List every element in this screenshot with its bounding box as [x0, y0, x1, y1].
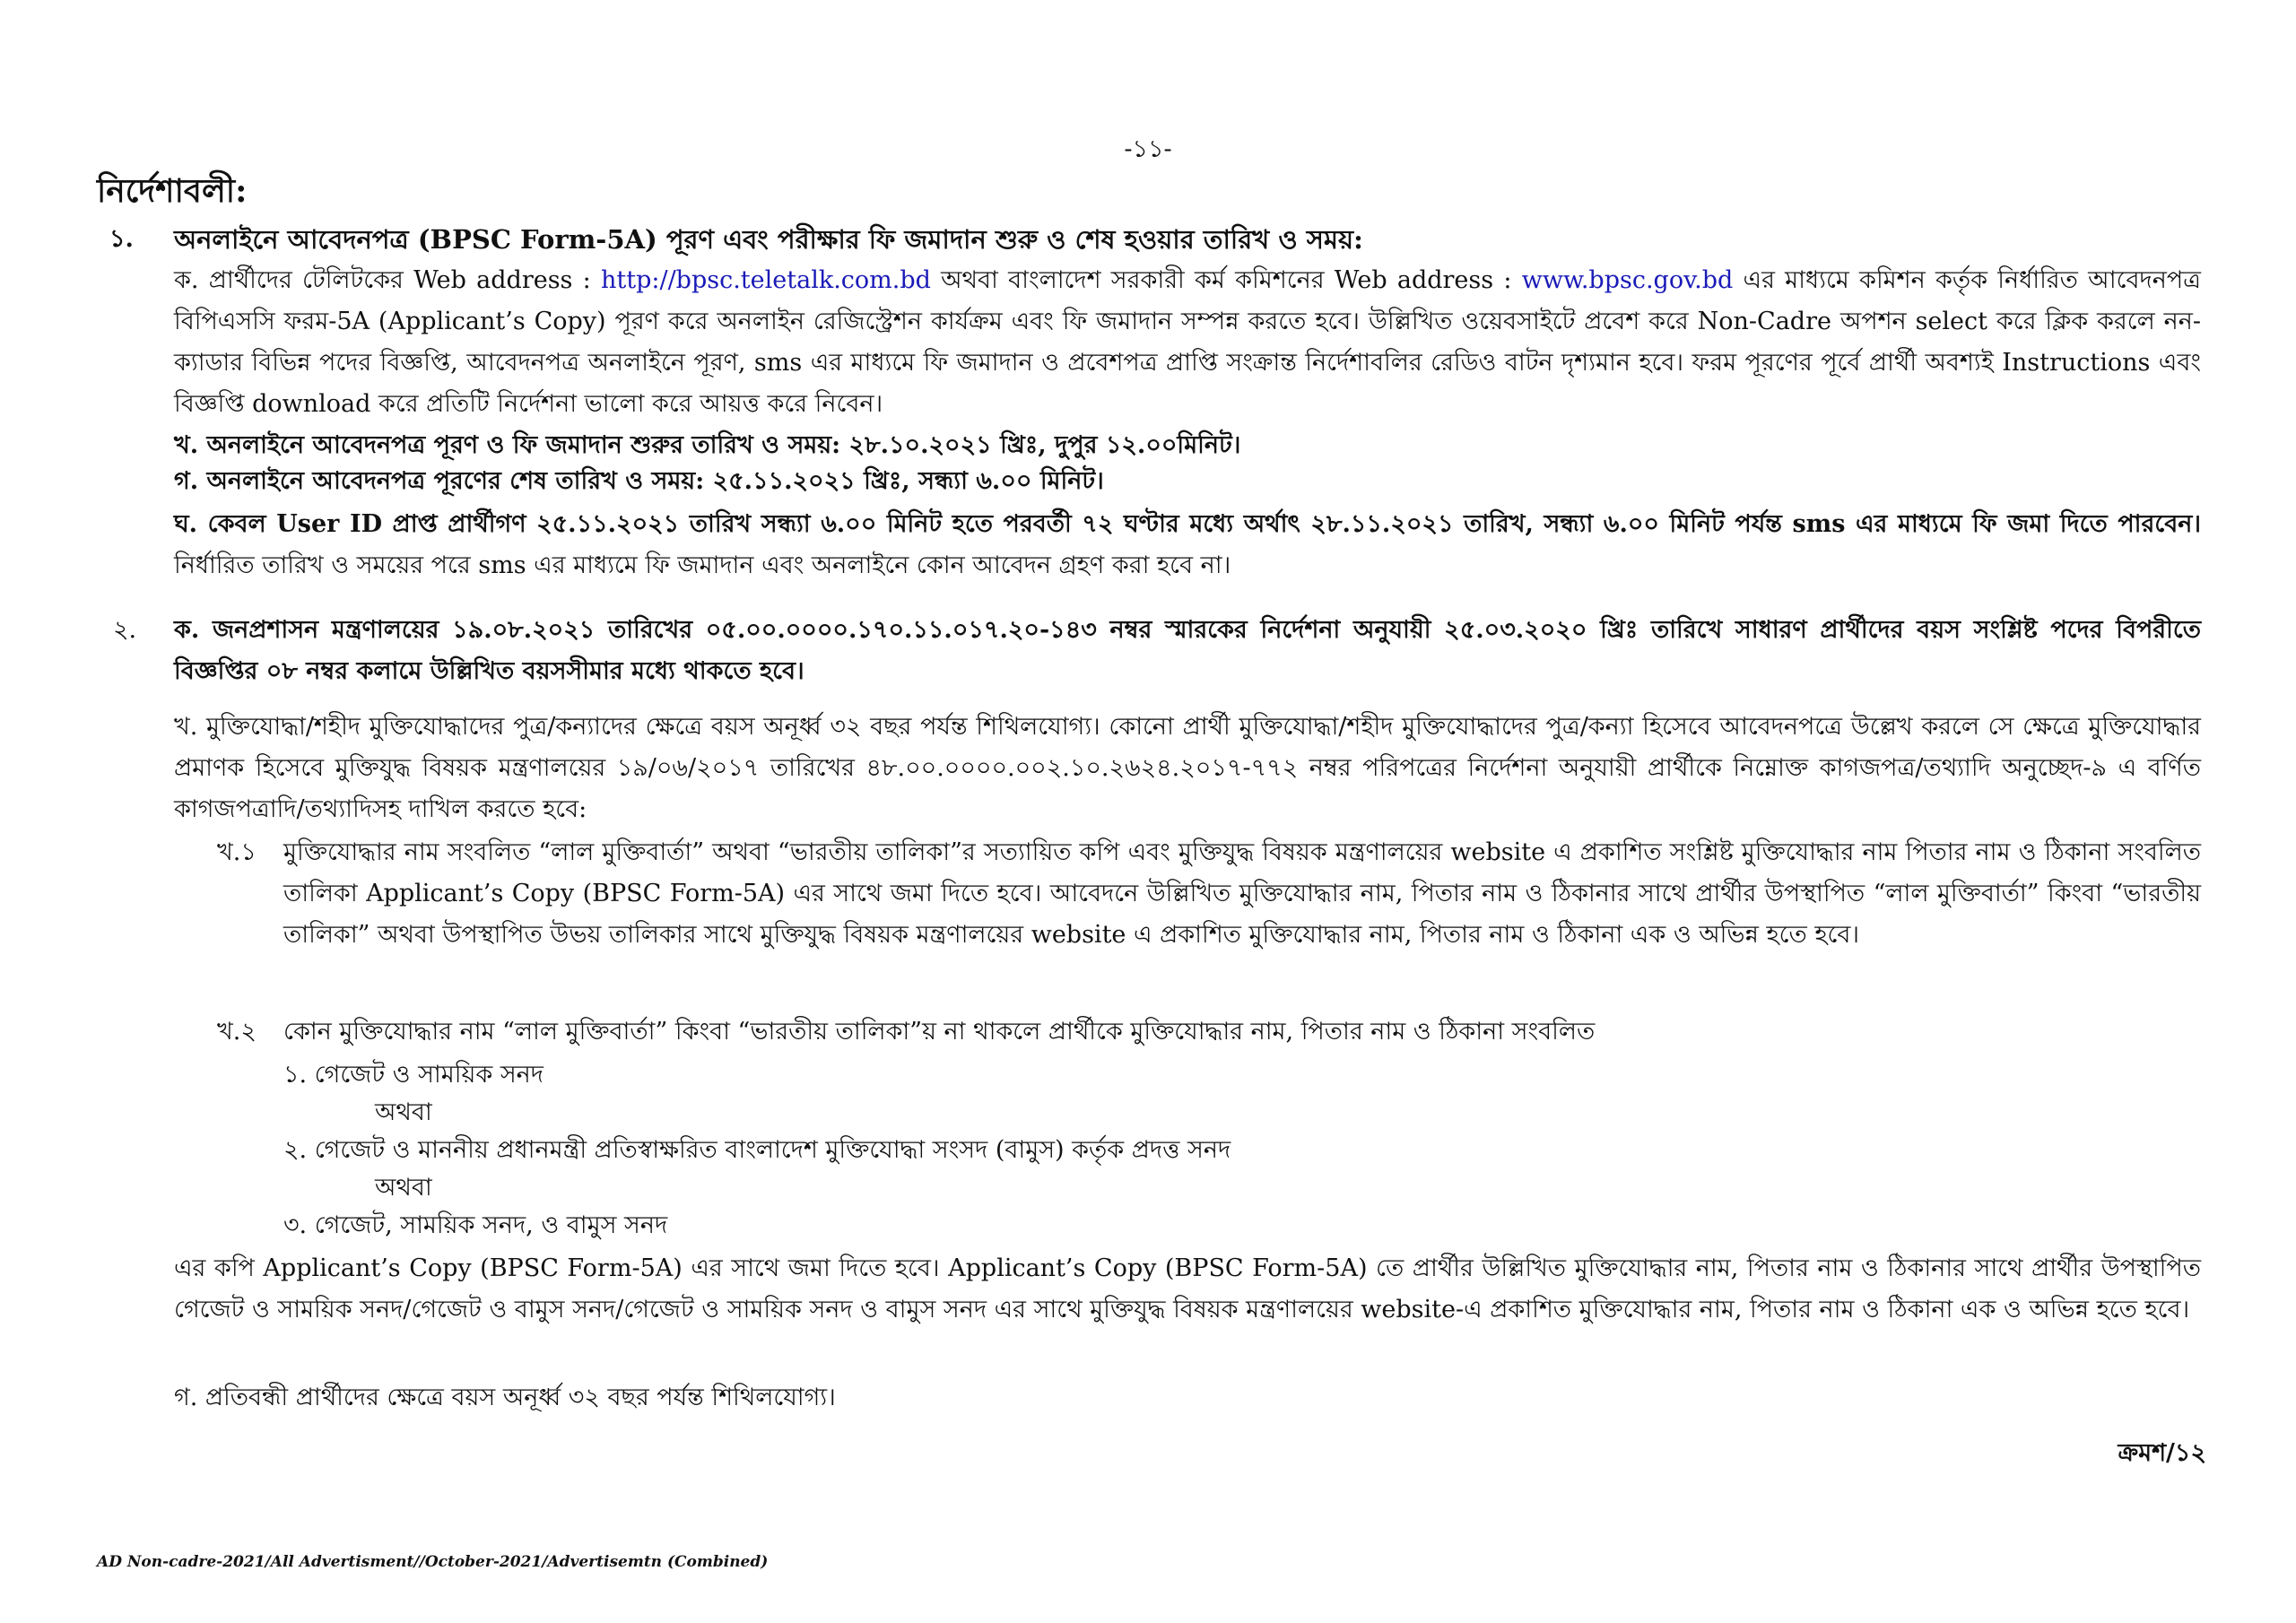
section-1-kha: খ. অনলাইনে আবেদনপত্র পূরণ ও ফি জমাদান শুরুর তারিখ ও সময়: ২৮.১০.২০২১ খ্রিঃ, দুপুর ১২.০০মিনিট।	[174, 431, 1241, 459]
section-1-ka-text-1: ক. প্রার্থীদের টেলিটকের Web address :	[174, 266, 602, 294]
or-1: অথবা	[375, 1098, 432, 1126]
section-2-ka: ক. জনপ্রশাসন মন্ত্রণালয়ের ১৯.০৮.২০২১ তারিখের ০৫.০০.০০০০.১৭০.১১.০১৭.২০-১৪৩ নম্বর স্মারকের নির্দেশনা অনুযায়ী ২৫.০৩.২০২০ খ্রিঃ তারিখে সাধারণ প্রার্থীদের বয়স সংশ্লিষ্ট পদের বিপরীতে বিজ্ঞপ্তির ০৮ নম্বর কলামে উল্লিখিত বয়সসীমার মধ্যে থাকতে হবে।	[174, 616, 2201, 685]
section-2-kha2-number: খ.২	[217, 1018, 257, 1046]
copy-paragraph: এর কপি Applicant’s Copy (BPSC Form-5A) এর সাথে জমা দিতে হবে। Applicant’s Copy (BPSC Form-5A) তে প্রার্থীর উল্লিখিত মুক্তিযোদ্ধার নাম, পিতার নাম ও ঠিকানার সাথে প্রার্থীর উপস্থাপিত গেজেট ও সাময়িক সনদ/গেজেট ও বামুস সনদ/গেজেট ও সাময়িক সনদ ও বামুস সনদ এর সাথে মুক্তিযুদ্ধ বিষয়ক মন্ত্রণালয়ের website-এ প্রকাশিত মুক্তিযোদ্ধার নাম, পিতার নাম ও ঠিকানা এক ও অভিন্ন হতে হবে।	[174, 1254, 2201, 1324]
section-2-kha2: কোন মুক্তিযোদ্ধার নাম “লাল মুক্তিবার্তা” কিংবা “ভারতীয় তালিকা”য় না থাকলে প্রার্থীকে মুক্তিযোদ্ধার নাম, পিতার নাম ও ঠিকানা সংবলিত	[283, 1018, 1596, 1046]
section-1-gha	[174, 504, 2201, 586]
option-2: ২. গেজেট ও মাননীয় প্রধানমন্ত্রী প্রতিস্বাক্ষরিত বাংলাদেশ মুক্তিযোদ্ধা সংসদ (বামুস) কর্তৃক প্রদত্ত সনদ	[283, 1136, 1231, 1164]
section-2-number: ২.	[113, 616, 137, 644]
section-1-ga: গ. অনলাইনে আবেদনপত্র পূরণের শেষ তারিখ ও সময়: ২৫.১১.২০২১ খ্রিঃ, সন্ধ্যা ৬.০০ মিনিট।	[174, 467, 1104, 495]
or-2: অথবা	[375, 1174, 432, 1202]
section-1-gha-rest: নির্ধারিত তারিখ ও সময়ের পরে sms এর মাধ্যমে ফি জমাদান এবং অনলাইনে কোন আবেদন গ্রহণ করা হবে না।	[174, 551, 1231, 579]
section-1-number: ১.	[109, 225, 134, 253]
option-3: ৩. গেজেট, সাময়িক সনদ, ও বামুস সনদ	[283, 1211, 668, 1239]
section-1-ka	[174, 260, 2201, 425]
bpsc-link[interactable]: www.bpsc.gov.bd	[1521, 266, 1734, 294]
option-1: ১. গেজেট ও সাময়িক সনদ	[283, 1061, 544, 1089]
section-2-ga: গ. প্রতিবন্ধী প্রার্থীদের ক্ষেত্রে বয়স অনূর্ধ্ব ৩২ বছর পর্যন্ত শিথিলযোগ্য।	[174, 1384, 836, 1411]
section-2-kha1-number: খ.১	[217, 838, 257, 866]
continued-marker: ক্রমশ/১২	[2118, 1439, 2206, 1467]
section-1-title: অনলাইনে আবেদনপত্র (BPSC Form-5A) পূরণ এবং পরীক্ষার ফি জমাদান শুরু ও শেষ হওয়ার তারিখ ও সময়:	[174, 224, 1363, 255]
section-2-kha1: মুক্তিযোদ্ধার নাম সংবলিত “লাল মুক্তিবার্তা” অথবা “ভারতীয় তালিকা”র সত্যায়িত কপি এবং মুক্তিযুদ্ধ বিষয়ক মন্ত্রণালয়ের website এ প্রকাশিত সংশ্লিষ্ট মুক্তিযোদ্ধার নাম পিতার নাম ও ঠিকানা সংবলিত তালিকা Applicant’s Copy (BPSC Form-5A) এর সাথে জমা দিতে হবে। আবেদনে উল্লিখিত মুক্তিযোদ্ধার নাম, পিতার নাম ও ঠিকানার সাথে প্রার্থীর উপস্থাপিত “লাল মুক্তিবার্তা” কিংবা “ভারতীয় তালিকা” অথবা উপস্থাপিত উভয় তালিকার সাথে মুক্তিযুদ্ধ বিষয়ক মন্ত্রণালয়ের website এ প্রকাশিত মুক্তিযোদ্ধার নাম, পিতার নাম ও ঠিকানা এক ও অভিন্ন হতে হবে।	[283, 838, 2201, 949]
section-1-gha-bold: ঘ. কেবল User ID প্রাপ্ত প্রার্থীগণ ২৫.১১.২০২১ তারিখ সন্ধ্যা ৬.০০ মিনিট হতে পরবর্তী ৭২ ঘণ্টার মধ্যে অর্থাৎ ২৮.১১.২০২১ তারিখ, সন্ধ্যা ৬.০০ মিনিট পর্যন্ত sms এর মাধ্যমে ফি জমা দিতে পারবেন।	[174, 510, 2201, 538]
section-1-ka-text-3: এর মাধ্যমে কমিশন কর্তৃক নির্ধারিত আবেদনপত্র বিপিএসসি ফরম-5A (Applicant’s Copy) পূরণ করে অনলাইন রেজিস্ট্রেশন কার্যক্রম এবং ফি জমাদান সম্পন্ন করতে হবে। উল্লিখিত ওয়েবসাইটে প্রবেশ করে Non-Cadre অপশন select করে ক্লিক করলে নন-ক্যাডার বিভিন্ন পদের বিজ্ঞপ্তি, আবেদনপত্র অনলাইনে পূরণ, sms এর মাধ্যমে ফি জমাদান ও প্রবেশপত্র প্রাপ্তি সংক্রান্ত নির্দেশাবলির রেডিও বাটন দৃশ্যমান হবে। ফরম পূরণের পূর্বে প্রার্থী অবশ্যই Instructions এবং বিজ্ঞপ্তি download করে প্রতিটি নির্দেশনা ভালো করে আয়ত্ত করে নিবেন।	[174, 266, 2201, 418]
footer-path: AD Non-cadre-2021/All Advertisment//October-2021/Advertisemtn (Combined)	[97, 1553, 769, 1571]
section-1-ka-text-2: অথবা বাংলাদেশ সরকারী কর্ম কমিশনের Web address :	[930, 266, 1522, 294]
teletalk-link[interactable]: http://bpsc.teletalk.com.bd	[601, 266, 931, 294]
page-number: -১১-	[1124, 135, 1172, 163]
instructions-heading: নির্দেশাবলী:	[97, 172, 248, 210]
section-2-kha: খ. মুক্তিযোদ্ধা/শহীদ মুক্তিযোদ্ধাদের পুত্র/কন্যাদের ক্ষেত্রে বয়স অনূর্ধ্ব ৩২ বছর পর্যন্ত শিথিলযোগ্য। কোনো প্রার্থী মুক্তিযোদ্ধা/শহীদ মুক্তিযোদ্ধাদের পুত্র/কন্যা হিসেবে আবেদনপত্রে উল্লেখ করলে সে ক্ষেত্রে মুক্তিযোদ্ধার প্রমাণক হিসেবে মুক্তিযুদ্ধ বিষয়ক মন্ত্রণালয়ের ১৯/০৬/২০১৭ তারিখের ৪৮.০০.০০০০.০০২.১০.২৬২৪.২০১৭-৭৭২ নম্বর পরিপত্রের নির্দেশনা অনুযায়ী প্রার্থীকে নিম্নোক্ত কাগজপত্র/তথ্যাদি অনুচ্ছেদ-৯ এ বর্ণিত কাগজপত্রাদি/তথ্যাদিসহ দাখিল করতে হবে:	[174, 713, 2201, 823]
